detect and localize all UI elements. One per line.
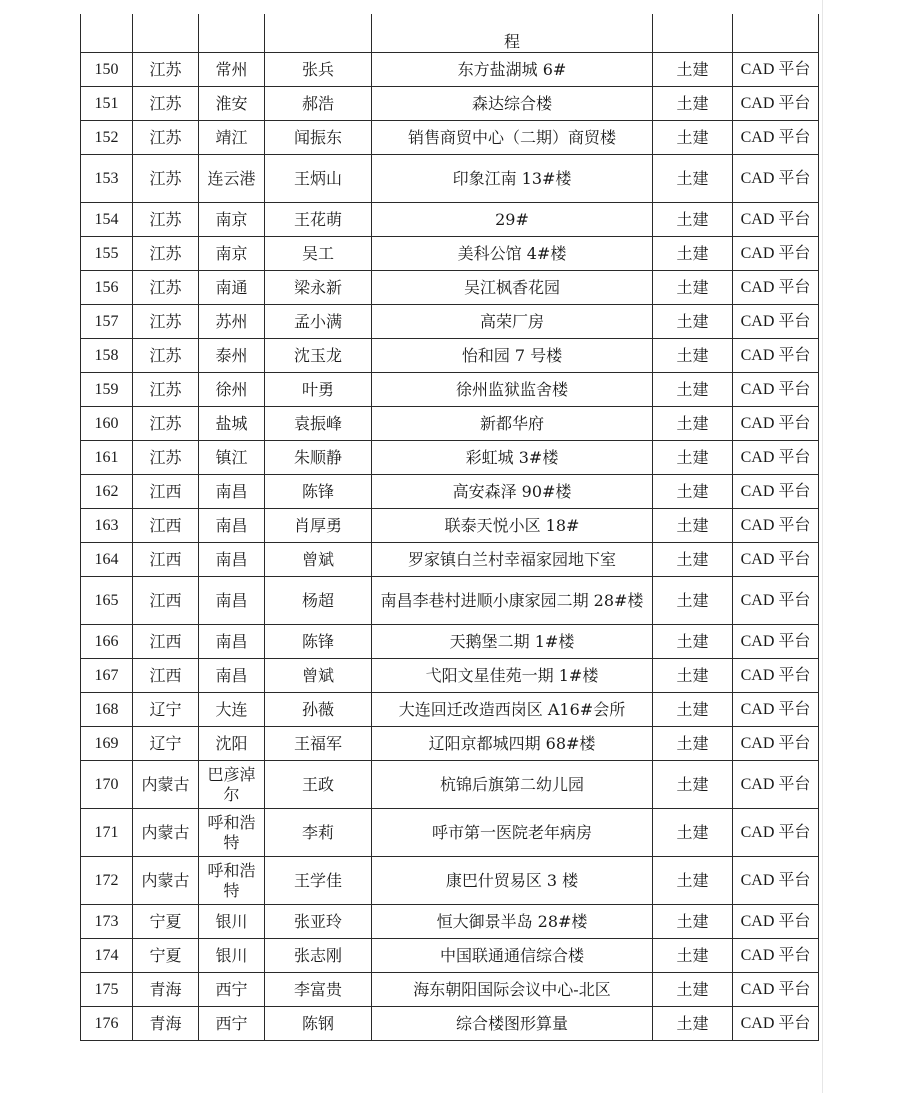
platform-cell: CAD 平台 (733, 727, 819, 761)
table-row (81, 475, 819, 509)
city-cell: 连云港 (199, 155, 265, 203)
contact-name-cell: 陈钢 (265, 1007, 372, 1041)
header-cell (81, 14, 133, 53)
province-cell: 宁夏 (133, 905, 199, 939)
discipline-cell: 土建 (653, 905, 733, 939)
table-body (81, 14, 819, 1041)
row-number-cell: 158 (81, 339, 133, 373)
row-number-cell: 173 (81, 905, 133, 939)
table-row (81, 577, 819, 625)
row-number-cell: 172 (81, 857, 133, 905)
platform-cell: CAD 平台 (733, 939, 819, 973)
platform-cell: CAD 平台 (733, 407, 819, 441)
table-row (81, 1007, 819, 1041)
project-name-cell: 罗家镇白兰村幸福家园地下室 (372, 543, 653, 577)
city-cell: 呼和浩特 (199, 857, 265, 905)
row-number-cell: 167 (81, 659, 133, 693)
province-cell: 江西 (133, 625, 199, 659)
province-cell: 江苏 (133, 407, 199, 441)
project-name-cell: 辽阳京都城四期 68#楼 (372, 727, 653, 761)
discipline-cell: 土建 (653, 1007, 733, 1041)
contact-name-cell: 张志刚 (265, 939, 372, 973)
platform-cell: CAD 平台 (733, 509, 819, 543)
contact-name-cell: 陈锋 (265, 625, 372, 659)
project-name-cell: 呼市第一医院老年病房 (372, 809, 653, 857)
province-cell: 江苏 (133, 373, 199, 407)
project-name-cell: 森达综合楼 (372, 87, 653, 121)
project-name-cell: 印象江南 13#楼 (372, 155, 653, 203)
table-row (81, 939, 819, 973)
city-cell: 呼和浩特 (199, 809, 265, 857)
row-number-cell: 166 (81, 625, 133, 659)
table-row (81, 659, 819, 693)
table-row (81, 53, 819, 87)
discipline-cell: 土建 (653, 939, 733, 973)
project-name-cell: 杭锦后旗第二幼儿园 (372, 761, 653, 809)
project-name-cell: 联泰天悦小区 18# (372, 509, 653, 543)
province-cell: 江西 (133, 475, 199, 509)
project-name-cell: 恒大御景半岛 28#楼 (372, 905, 653, 939)
province-cell: 青海 (133, 973, 199, 1007)
platform-cell: CAD 平台 (733, 973, 819, 1007)
row-number-cell: 162 (81, 475, 133, 509)
platform-cell: CAD 平台 (733, 155, 819, 203)
table-row (81, 809, 819, 857)
project-name-cell: 海东朝阳国际会议中心-北区 (372, 973, 653, 1007)
platform-cell: CAD 平台 (733, 53, 819, 87)
city-cell: 南通 (199, 271, 265, 305)
contact-name-cell: 王福军 (265, 727, 372, 761)
city-cell: 巴彦淖尔 (199, 761, 265, 809)
row-number-cell: 150 (81, 53, 133, 87)
city-cell: 南昌 (199, 475, 265, 509)
contact-name-cell: 李莉 (265, 809, 372, 857)
province-cell: 江苏 (133, 203, 199, 237)
province-cell: 江苏 (133, 305, 199, 339)
discipline-cell: 土建 (653, 305, 733, 339)
platform-cell: CAD 平台 (733, 475, 819, 509)
table-row (81, 339, 819, 373)
city-cell: 南京 (199, 237, 265, 271)
province-cell: 青海 (133, 1007, 199, 1041)
project-name-cell: 美科公馆 4#楼 (372, 237, 653, 271)
table-row (81, 305, 819, 339)
discipline-cell: 土建 (653, 761, 733, 809)
discipline-cell: 土建 (653, 475, 733, 509)
row-number-cell: 174 (81, 939, 133, 973)
project-name-cell: 天鹅堡二期 1#楼 (372, 625, 653, 659)
row-number-cell: 152 (81, 121, 133, 155)
project-name-cell: 大连回迁改造西岗区 A16#会所 (372, 693, 653, 727)
platform-cell: CAD 平台 (733, 203, 819, 237)
discipline-cell: 土建 (653, 203, 733, 237)
contact-name-cell: 肖厚勇 (265, 509, 372, 543)
city-cell: 西宁 (199, 973, 265, 1007)
project-name-cell: 吴江枫香花园 (372, 271, 653, 305)
province-cell: 江苏 (133, 441, 199, 475)
project-name-cell: 综合楼图形算量 (372, 1007, 653, 1041)
city-cell: 大连 (199, 693, 265, 727)
project-name-cell: 弋阳文星佳苑一期 1#楼 (372, 659, 653, 693)
city-cell: 淮安 (199, 87, 265, 121)
row-number-cell: 164 (81, 543, 133, 577)
discipline-cell: 土建 (653, 809, 733, 857)
city-cell: 南昌 (199, 659, 265, 693)
city-cell: 苏州 (199, 305, 265, 339)
city-cell: 南昌 (199, 625, 265, 659)
row-number-cell: 151 (81, 87, 133, 121)
contact-name-cell: 李富贵 (265, 973, 372, 1007)
platform-cell: CAD 平台 (733, 625, 819, 659)
row-number-cell: 161 (81, 441, 133, 475)
discipline-cell: 土建 (653, 155, 733, 203)
city-cell: 银川 (199, 905, 265, 939)
platform-cell: CAD 平台 (733, 659, 819, 693)
city-cell: 镇江 (199, 441, 265, 475)
project-name-cell: 彩虹城 3#楼 (372, 441, 653, 475)
platform-cell: CAD 平台 (733, 305, 819, 339)
table-row (81, 271, 819, 305)
discipline-cell: 土建 (653, 53, 733, 87)
table-row (81, 625, 819, 659)
platform-cell: CAD 平台 (733, 121, 819, 155)
table-row (81, 121, 819, 155)
project-name-cell: 东方盐湖城 6# (372, 53, 653, 87)
platform-cell: CAD 平台 (733, 761, 819, 809)
row-number-cell: 163 (81, 509, 133, 543)
contact-name-cell: 王政 (265, 761, 372, 809)
project-name-cell: 新都华府 (372, 407, 653, 441)
discipline-cell: 土建 (653, 271, 733, 305)
discipline-cell: 土建 (653, 625, 733, 659)
city-cell: 南昌 (199, 509, 265, 543)
header-cell (653, 14, 733, 53)
discipline-cell: 土建 (653, 407, 733, 441)
table-row (81, 237, 819, 271)
platform-cell: CAD 平台 (733, 87, 819, 121)
contact-name-cell: 张亚玲 (265, 905, 372, 939)
contact-name-cell: 陈锋 (265, 475, 372, 509)
row-number-cell: 176 (81, 1007, 133, 1041)
contact-name-cell: 吴工 (265, 237, 372, 271)
platform-cell: CAD 平台 (733, 373, 819, 407)
city-cell: 银川 (199, 939, 265, 973)
row-number-cell: 160 (81, 407, 133, 441)
discipline-cell: 土建 (653, 577, 733, 625)
contact-name-cell: 曾斌 (265, 543, 372, 577)
header-continuation-row (81, 14, 819, 53)
project-table (80, 14, 819, 1041)
table-row (81, 155, 819, 203)
province-cell: 内蒙古 (133, 809, 199, 857)
city-cell: 盐城 (199, 407, 265, 441)
discipline-cell: 土建 (653, 339, 733, 373)
project-name-cell: 徐州监狱监舍楼 (372, 373, 653, 407)
table-row (81, 905, 819, 939)
contact-name-cell: 叶勇 (265, 373, 372, 407)
platform-cell: CAD 平台 (733, 441, 819, 475)
contact-name-cell: 王花萌 (265, 203, 372, 237)
project-name-cell: 高安森泽 90#楼 (372, 475, 653, 509)
city-cell: 西宁 (199, 1007, 265, 1041)
platform-cell: CAD 平台 (733, 271, 819, 305)
project-name-cell: 怡和园 7 号楼 (372, 339, 653, 373)
discipline-cell: 土建 (653, 543, 733, 577)
discipline-cell: 土建 (653, 973, 733, 1007)
table-row (81, 87, 819, 121)
discipline-cell: 土建 (653, 121, 733, 155)
contact-name-cell: 郝浩 (265, 87, 372, 121)
province-cell: 江苏 (133, 121, 199, 155)
header-cell (265, 14, 372, 53)
city-cell: 南昌 (199, 543, 265, 577)
row-number-cell: 170 (81, 761, 133, 809)
contact-name-cell: 梁永新 (265, 271, 372, 305)
row-number-cell: 171 (81, 809, 133, 857)
table-row (81, 543, 819, 577)
platform-cell: CAD 平台 (733, 693, 819, 727)
project-name-cell: 销售商贸中心（二期）商贸楼 (372, 121, 653, 155)
project-name-cell: 高荣厂房 (372, 305, 653, 339)
table-row (81, 973, 819, 1007)
city-cell: 沈阳 (199, 727, 265, 761)
contact-name-cell: 沈玉龙 (265, 339, 372, 373)
header-cell (199, 14, 265, 53)
table-row (81, 857, 819, 905)
city-cell: 南昌 (199, 577, 265, 625)
row-number-cell: 155 (81, 237, 133, 271)
province-cell: 江西 (133, 659, 199, 693)
city-cell: 常州 (199, 53, 265, 87)
project-name-cell: 中国联通通信综合楼 (372, 939, 653, 973)
city-cell: 靖江 (199, 121, 265, 155)
row-number-cell: 153 (81, 155, 133, 203)
province-cell: 江西 (133, 543, 199, 577)
project-name-cell: 南昌李巷村进顺小康家园二期 28#楼 (372, 577, 653, 625)
contact-name-cell: 张兵 (265, 53, 372, 87)
discipline-cell: 土建 (653, 509, 733, 543)
province-cell: 江苏 (133, 155, 199, 203)
platform-cell: CAD 平台 (733, 339, 819, 373)
table-row (81, 441, 819, 475)
platform-cell: CAD 平台 (733, 905, 819, 939)
platform-cell: CAD 平台 (733, 1007, 819, 1041)
table-row (81, 727, 819, 761)
platform-cell: CAD 平台 (733, 857, 819, 905)
table-row (81, 761, 819, 809)
platform-cell: CAD 平台 (733, 809, 819, 857)
discipline-cell: 土建 (653, 237, 733, 271)
province-cell: 辽宁 (133, 727, 199, 761)
row-number-cell: 156 (81, 271, 133, 305)
contact-name-cell: 王炳山 (265, 155, 372, 203)
discipline-cell: 土建 (653, 727, 733, 761)
platform-cell: CAD 平台 (733, 543, 819, 577)
province-cell: 江苏 (133, 339, 199, 373)
table-row (81, 509, 819, 543)
scan-edge-line (822, 0, 823, 1093)
platform-cell: CAD 平台 (733, 577, 819, 625)
contact-name-cell: 孙薇 (265, 693, 372, 727)
province-cell: 宁夏 (133, 939, 199, 973)
header-cell (133, 14, 199, 53)
contact-name-cell: 杨超 (265, 577, 372, 625)
province-cell: 内蒙古 (133, 857, 199, 905)
discipline-cell: 土建 (653, 693, 733, 727)
table-row (81, 373, 819, 407)
contact-name-cell: 曾斌 (265, 659, 372, 693)
province-cell: 江苏 (133, 53, 199, 87)
row-number-cell: 157 (81, 305, 133, 339)
project-name-cell: 康巴什贸易区 3 楼 (372, 857, 653, 905)
province-cell: 内蒙古 (133, 761, 199, 809)
contact-name-cell: 王学佳 (265, 857, 372, 905)
table-row (81, 407, 819, 441)
discipline-cell: 土建 (653, 87, 733, 121)
project-name-cell: 29# (372, 203, 653, 237)
discipline-cell: 土建 (653, 659, 733, 693)
contact-name-cell: 袁振峰 (265, 407, 372, 441)
discipline-cell: 土建 (653, 857, 733, 905)
city-cell: 徐州 (199, 373, 265, 407)
header-cell (733, 14, 819, 53)
city-cell: 南京 (199, 203, 265, 237)
province-cell: 江苏 (133, 237, 199, 271)
discipline-cell: 土建 (653, 441, 733, 475)
contact-name-cell: 朱顺静 (265, 441, 372, 475)
contact-name-cell: 孟小满 (265, 305, 372, 339)
row-number-cell: 165 (81, 577, 133, 625)
row-number-cell: 154 (81, 203, 133, 237)
table-row (81, 203, 819, 237)
table-row (81, 693, 819, 727)
platform-cell: CAD 平台 (733, 237, 819, 271)
province-cell: 江苏 (133, 271, 199, 305)
province-cell: 江苏 (133, 87, 199, 121)
header-project-cell: 程 (372, 14, 653, 53)
province-cell: 辽宁 (133, 693, 199, 727)
row-number-cell: 159 (81, 373, 133, 407)
contact-name-cell: 闻振东 (265, 121, 372, 155)
province-cell: 江西 (133, 577, 199, 625)
row-number-cell: 169 (81, 727, 133, 761)
row-number-cell: 175 (81, 973, 133, 1007)
row-number-cell: 168 (81, 693, 133, 727)
discipline-cell: 土建 (653, 373, 733, 407)
province-cell: 江西 (133, 509, 199, 543)
city-cell: 泰州 (199, 339, 265, 373)
